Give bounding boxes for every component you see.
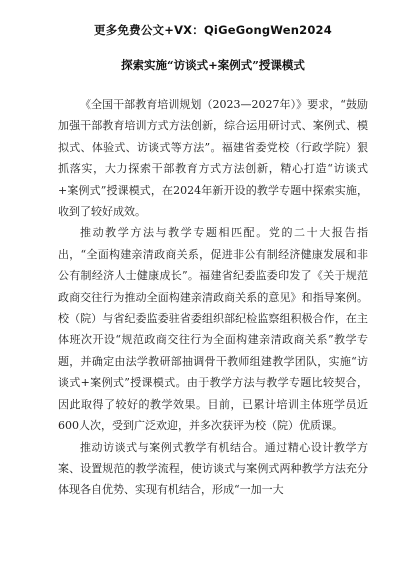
paragraph-teaching-method-match: 推动教学方法与教学专题相匹配。党的二十大报告指出，“全面构建亲清政商关系，促进非公有制经济健康发展和非公有制经济人士健康成长”。福建省纪委监委印发了《关于规范政商交往行为推动全面构建亲清政商关系的意见》和指导案例。校（院）与省纪委监委驻省委组织部纪检监察组积极合作，在主体班次开设“规范政商交往行为全面构建亲清政商关系”教学专题，并确定由法学教研部抽调骨干教师组建教学团队，实施“访谈式+案例式”授课模式。由于教学方法与教学专题比较契合，因此取得了较好的教学效果。目前，已累计培训主体班学员近600人次，受到广泛欢迎，并多次获评为校（院）优质课。 <box>58 226 368 433</box>
page-header: 更多免费公文+VX：QiGeGongWen2024 <box>94 23 332 37</box>
paragraph-interview-case-combination: 推动访谈式与案例式教学有机结合。通过精心设计教学方案、设置规范的教学流程，使访谈式与案例式两种教学方法充分体现各自优势、实现有机结合，形成“一加一大 <box>58 440 368 497</box>
document-title: 探索实施“访谈式+案例式”授课模式 <box>121 58 305 72</box>
paragraph-intro: 《全国干部教育培训规划（2023—2027年）》要求，“鼓励加强干部教育培训方式方法创新，综合运用研讨式、案例式、模拟式、体验式、访谈式等方法”。福建省委党校（行政学院）狠抓落实，大力探索干部教育方式方法创新，精心打造“访谈式+案例式”授课模式，在2024年新开设的教学专题中探索实施，收到了较好成效。 <box>58 98 368 219</box>
